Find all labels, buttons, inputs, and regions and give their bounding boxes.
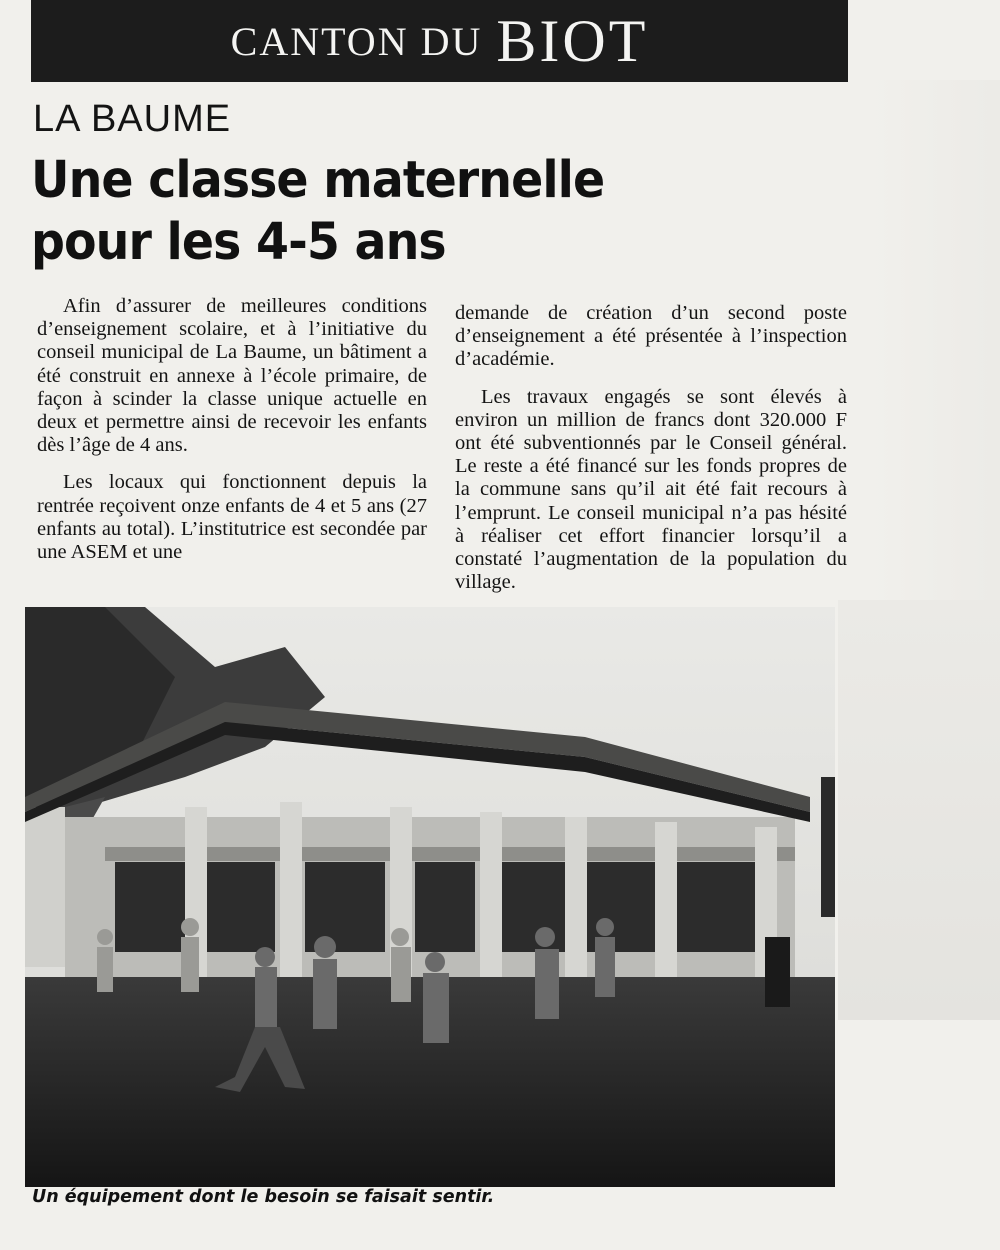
paragraph: demande de création d’un second poste d’enseignement a été présentée à l’inspection d’académie.: [455, 302, 847, 371]
paper-margin: [838, 600, 1000, 1020]
article-column-left: [37, 295, 427, 578]
school-building-photo: [25, 607, 835, 1187]
article-kicker: LA BAUME: [33, 98, 232, 140]
banner-title: BIOT: [496, 7, 649, 74]
article-headline: Une classe maternelle pour les 4-5 ans: [31, 151, 605, 272]
banner-prefix: CANTON DU: [230, 18, 483, 64]
photo-caption: Un équipement dont le besoin se faisait sentir.: [32, 1187, 495, 1207]
paragraph: Les travaux engagés se sont élevés à environ un million de francs dont 320.000 F ont été subventionnés par le Conseil général. Le reste a été financé sur les fonds propres de la commune sans qu’il ait été fait recours à l’emprunt. Le conseil municipal n’a pas hésité à réaliser cet effort financier lorsqu’il a constaté l’augmentation de la population du village.: [455, 385, 847, 594]
article-column-right: [455, 302, 847, 608]
paragraph: Les locaux qui fonctionnent depuis la rentrée reçoivent onze enfants de 4 et 5 ans (27 enfants au total). L’institutrice est secondée par une ASEM et une: [37, 471, 427, 564]
article-photo: [25, 607, 835, 1187]
paragraph: Afin d’assurer de meilleures conditions d’enseignement scolaire, et à l’initiative du conseil municipal de La Baume, un bâtiment a été construit en annexe à l’école primaire, de façon à scinder la classe unique actuelle en deux et permettre ainsi de recevoir les enfants dès l’âge de 4 ans.: [37, 295, 427, 457]
section-banner: [31, 0, 848, 82]
